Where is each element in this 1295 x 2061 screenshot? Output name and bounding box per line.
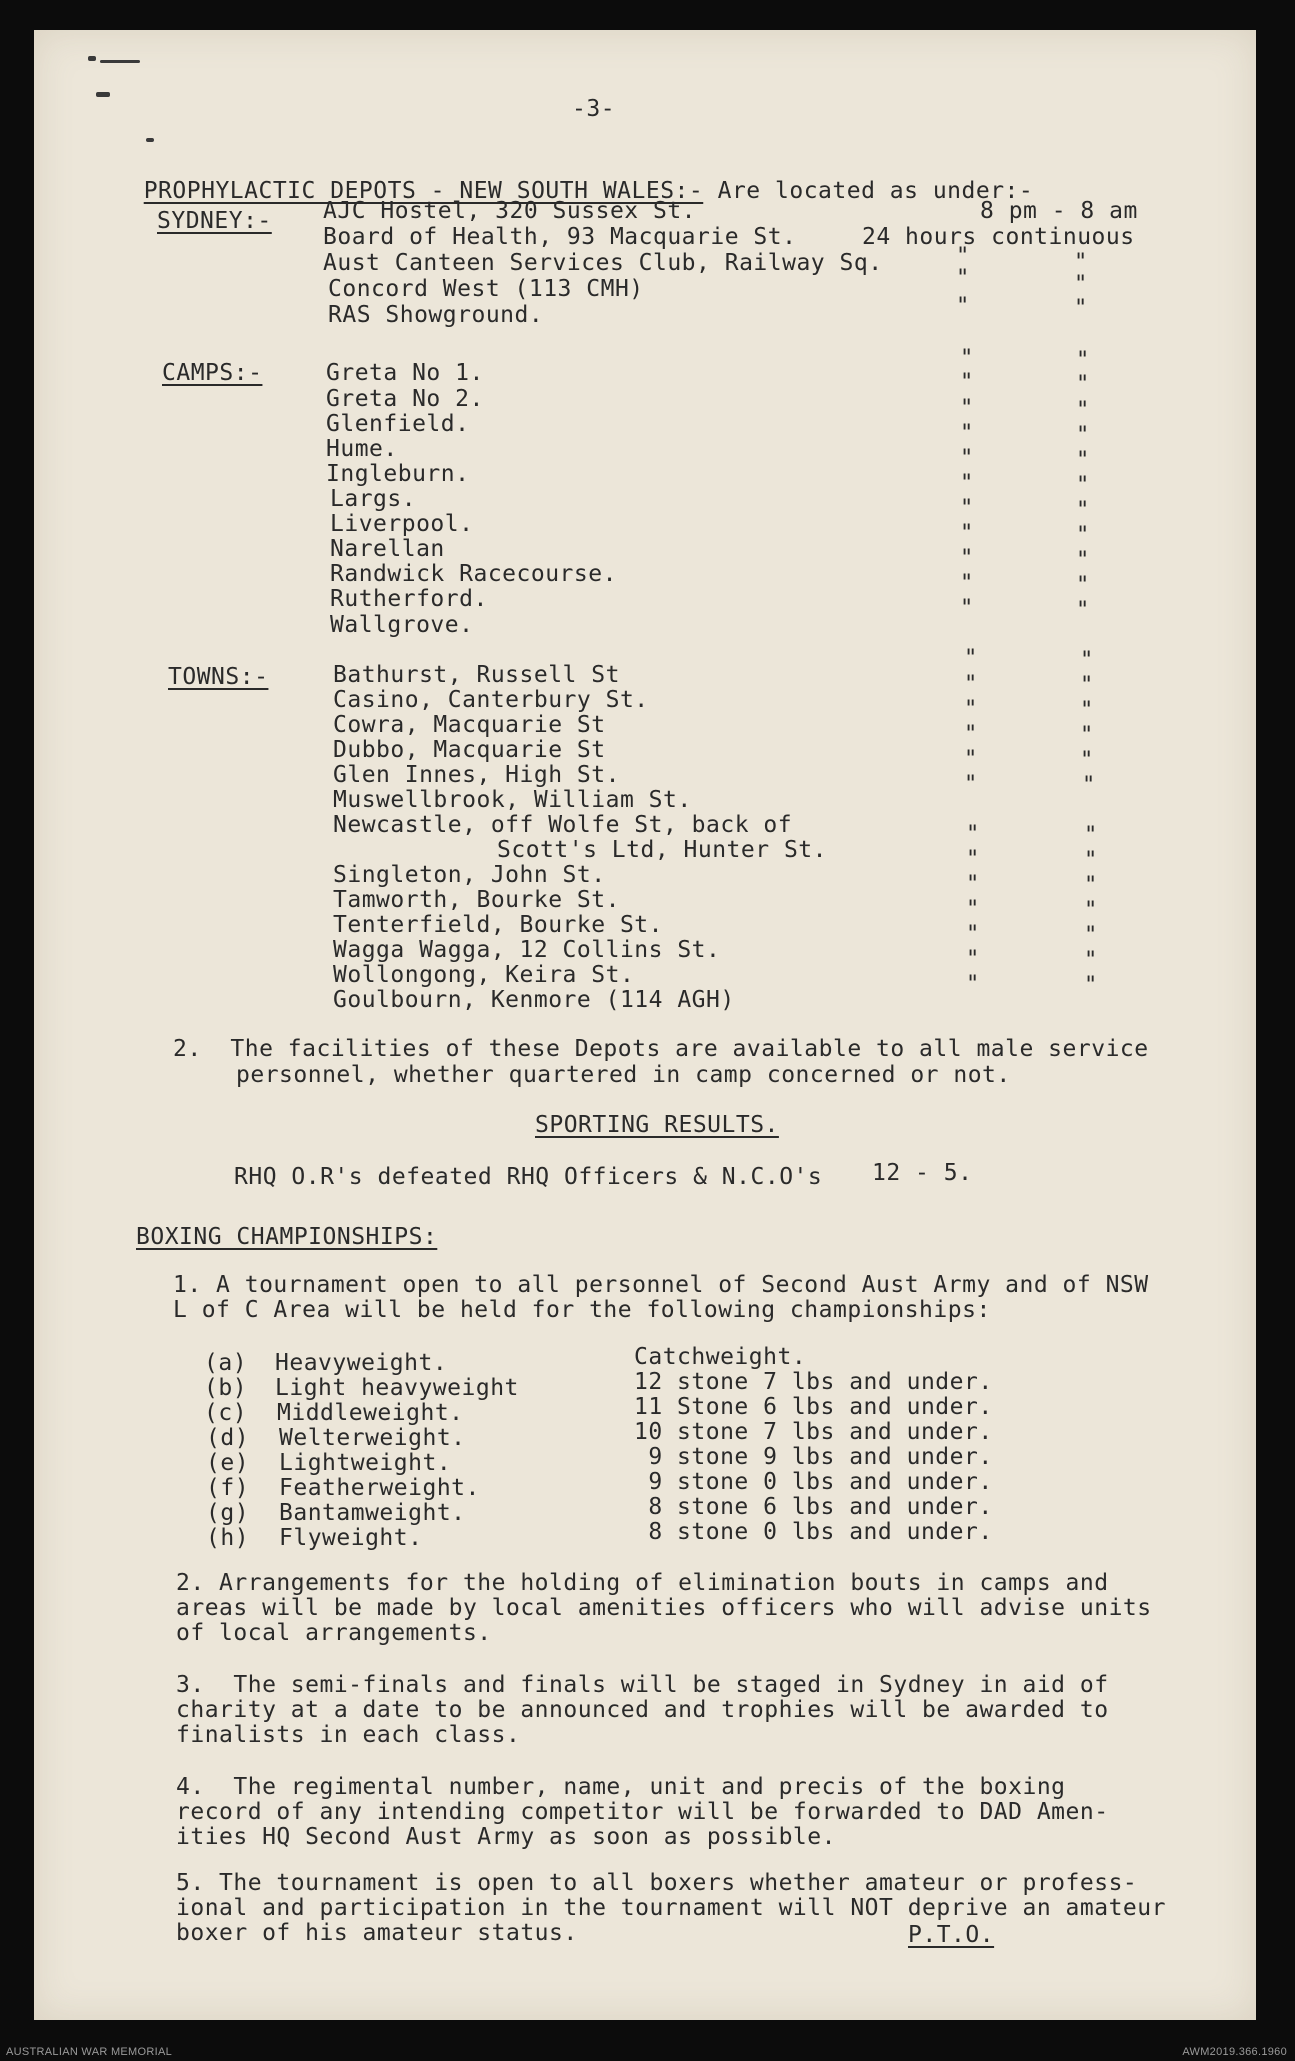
page-number: -3- xyxy=(572,96,616,122)
boxing-para-line: 3. The semi-finals and finals will be staged in Sydney in aid of xyxy=(176,1672,1109,1698)
weight-class-limit: 8 stone 6 lbs and under. xyxy=(634,1494,993,1520)
ditto-mark: " xyxy=(964,772,978,797)
sydney-row: AJC Hostel, 320 Sussex St. xyxy=(323,198,697,224)
weight-class-name: Featherweight. xyxy=(279,1475,480,1501)
pto-label: P.T.O. xyxy=(908,1922,995,1948)
town-item: Newcastle, off Wolfe St, back of xyxy=(333,812,793,838)
ditto-mark: " xyxy=(1074,250,1088,275)
ditto-mark: " xyxy=(960,421,974,446)
weight-class-limit: Catchweight. xyxy=(634,1344,807,1370)
weight-class-letter: (a) xyxy=(204,1350,248,1376)
facilities-para-line: 2. The facilities of these Depots are available to all male service xyxy=(173,1036,1149,1062)
weight-class-letter: (g) xyxy=(206,1500,250,1526)
ditto-mark: " xyxy=(956,266,970,291)
weight-class-name: Lightweight. xyxy=(279,1450,452,1476)
town-item: Glen Innes, High St. xyxy=(333,762,620,788)
camp-item: Greta No 1. xyxy=(326,360,484,386)
ditto-mark: " xyxy=(1076,372,1090,397)
ditto-mark: " xyxy=(956,294,970,319)
ditto-mark: " xyxy=(964,747,978,772)
camp-item: Hume. xyxy=(326,436,398,462)
sporting-results-title: SPORTING RESULTS. xyxy=(535,1112,779,1138)
sporting-result: RHQ O.R's defeated RHQ Officers & N.C.O's xyxy=(234,1164,823,1190)
ditto-mark: " xyxy=(960,496,974,521)
ditto-mark: " xyxy=(966,847,980,872)
ditto-mark: " xyxy=(960,471,974,496)
ditto-mark: " xyxy=(1076,573,1090,598)
camps-label: CAMPS:- xyxy=(162,360,263,386)
weight-class-letter: (c) xyxy=(204,1400,248,1426)
weight-class-letter: (h) xyxy=(206,1525,250,1551)
ditto-mark: " xyxy=(960,571,974,596)
ditto-mark: " xyxy=(960,596,974,621)
town-item: Cowra, Macquarie St xyxy=(333,712,606,738)
ditto-mark: " xyxy=(956,244,970,269)
weight-class-name: Middleweight. xyxy=(277,1400,464,1426)
ditto-mark: " xyxy=(964,672,978,697)
camp-item: Ingleburn. xyxy=(326,461,470,487)
boxing-para-line: charity at a date to be announced and trophies will be awarded to xyxy=(176,1697,1109,1723)
weight-class-limit: 9 stone 9 lbs and under. xyxy=(634,1444,993,1470)
ditto-mark: " xyxy=(964,697,978,722)
ditto-mark: " xyxy=(1076,423,1090,448)
towns-label: TOWNS:- xyxy=(168,664,269,690)
boxing-para-line: areas will be made by local amenities officers who will advise units xyxy=(176,1595,1152,1621)
boxing-para-line: 5. The tournament is open to all boxers whether amateur or profess- xyxy=(176,1870,1138,1896)
town-item: Tamworth, Bourke St. xyxy=(333,887,620,913)
camp-item: Greta No 2. xyxy=(326,386,484,412)
heading xyxy=(115,152,1033,204)
sydney-row: RAS Showground. xyxy=(328,302,544,328)
weight-class-name: Welterweight. xyxy=(279,1425,466,1451)
ditto-mark: " xyxy=(966,947,980,972)
ink-mark xyxy=(100,60,140,63)
ditto-mark: " xyxy=(1076,598,1090,623)
ditto-mark: " xyxy=(966,822,980,847)
boxing-para-line: record of any intending competitor will be forwarded to DAD Amen- xyxy=(176,1799,1109,1825)
ditto-mark: " xyxy=(966,922,980,947)
ditto-mark: " xyxy=(964,646,978,671)
ditto-mark: " xyxy=(960,370,974,395)
ditto-mark: " xyxy=(966,897,980,922)
ditto-mark: " xyxy=(966,972,980,997)
sydney-hours: 24 hours continuous xyxy=(862,224,1135,250)
ditto-mark: " xyxy=(1080,673,1094,698)
town-item: Tenterfield, Bourke St. xyxy=(333,912,663,938)
sydney-hours: 8 pm - 8 am xyxy=(980,198,1138,224)
ditto-mark: " xyxy=(1076,548,1090,573)
town-item: Singleton, John St. xyxy=(333,862,606,888)
ditto-mark: " xyxy=(1076,398,1090,423)
ditto-mark: " xyxy=(1084,973,1098,998)
camp-item: Liverpool. xyxy=(330,511,474,537)
ditto-mark: " xyxy=(1074,272,1088,297)
footer-left: AUSTRALIAN WAR MEMORIAL xyxy=(6,2046,173,2058)
heading-title: PROPHYLACTIC DEPOTS - NEW SOUTH WALES:- xyxy=(143,178,704,204)
boxing-para-line: 2. Arrangements for the holding of elimination bouts in camps and xyxy=(176,1570,1109,1596)
boxing-para-line: 4. The regimental number, name, unit and precis of the boxing xyxy=(176,1774,1066,1800)
heading-suffix: Are located as under:- xyxy=(717,178,1034,204)
town-item: Casino, Canterbury St. xyxy=(333,687,649,713)
ditto-mark: " xyxy=(960,346,974,371)
boxing-intro-line: L of C Area will be held for the following championships: xyxy=(173,1297,991,1323)
ditto-mark: " xyxy=(1076,348,1090,373)
ditto-mark: " xyxy=(1084,898,1098,923)
weight-class-name: Heavyweight. xyxy=(275,1350,448,1376)
town-item: Goulbourn, Kenmore (114 AGH) xyxy=(333,987,735,1013)
weight-class-limit: 10 stone 7 lbs and under. xyxy=(634,1419,993,1445)
town-item: Scott's Ltd, Hunter St. xyxy=(497,837,827,863)
ditto-mark: " xyxy=(1084,823,1098,848)
ditto-mark: " xyxy=(1082,773,1096,798)
weight-class-letter: (e) xyxy=(206,1450,250,1476)
town-item: Bathurst, Russell St xyxy=(333,662,620,688)
boxing-para-line: ional and participation in the tournament will NOT deprive an amateur xyxy=(176,1895,1166,1921)
ditto-mark: " xyxy=(964,722,978,747)
camp-item: Rutherford. xyxy=(330,586,488,612)
ditto-mark: " xyxy=(1080,698,1094,723)
town-item: Muswellbrook, William St. xyxy=(333,787,692,813)
ink-mark xyxy=(96,92,110,97)
boxing-para-line: of local arrangements. xyxy=(176,1620,492,1646)
ditto-mark: " xyxy=(1084,948,1098,973)
ditto-mark: " xyxy=(960,546,974,571)
weight-class-limit: 11 Stone 6 lbs and under. xyxy=(634,1394,993,1420)
weight-class-name: Flyweight. xyxy=(279,1525,423,1551)
ditto-mark: " xyxy=(1080,648,1094,673)
ditto-mark: " xyxy=(1076,448,1090,473)
weight-class-limit: 8 stone 0 lbs and under. xyxy=(634,1519,993,1545)
sydney-row: Concord West (113 CMH) xyxy=(328,276,644,302)
ditto-mark: " xyxy=(1084,848,1098,873)
ditto-mark: " xyxy=(1084,923,1098,948)
ditto-mark: " xyxy=(960,521,974,546)
town-item: Wagga Wagga, 12 Collins St. xyxy=(333,937,721,963)
ink-mark xyxy=(146,138,154,142)
boxing-para-line: boxer of his amateur status. xyxy=(176,1920,578,1946)
weight-class-limit: 12 stone 7 lbs and under. xyxy=(634,1369,993,1395)
weight-class-letter: (b) xyxy=(204,1375,248,1401)
ditto-mark: " xyxy=(960,446,974,471)
boxing-title: BOXING CHAMPIONSHIPS: xyxy=(136,1224,438,1250)
ditto-mark: " xyxy=(1074,296,1088,321)
camp-item: Wallgrove. xyxy=(330,612,474,638)
sydney-row: Board of Health, 93 Macquarie St. xyxy=(323,224,797,250)
ditto-mark: " xyxy=(1080,723,1094,748)
town-item: Wollongong, Keira St. xyxy=(333,962,635,988)
weight-class-letter: (d) xyxy=(206,1425,250,1451)
sydney-row: Aust Canteen Services Club, Railway Sq. xyxy=(323,250,883,276)
sporting-score: 12 - 5. xyxy=(872,1160,973,1186)
ditto-mark: " xyxy=(1080,748,1094,773)
boxing-para-line: ities HQ Second Aust Army as soon as possible. xyxy=(176,1824,836,1850)
boxing-para-line: finalists in each class. xyxy=(176,1722,521,1748)
weight-class-limit: 9 stone 0 lbs and under. xyxy=(634,1469,993,1495)
weight-class-letter: (f) xyxy=(206,1475,250,1501)
camp-item: Narellan xyxy=(330,536,445,562)
ditto-mark: " xyxy=(1076,498,1090,523)
ditto-mark: " xyxy=(1076,473,1090,498)
sydney-label: SYDNEY:- xyxy=(157,208,272,234)
boxing-intro-line: 1. A tournament open to all personnel of Second Aust Army and of NSW xyxy=(173,1272,1149,1298)
ditto-mark: " xyxy=(966,872,980,897)
ditto-mark: " xyxy=(1084,873,1098,898)
weight-class-name: Bantamweight. xyxy=(279,1500,466,1526)
ink-mark xyxy=(88,56,96,61)
camp-item: Randwick Racecourse. xyxy=(330,561,617,587)
camp-item: Glenfield. xyxy=(326,411,470,437)
ditto-mark: " xyxy=(960,396,974,421)
camp-item: Largs. xyxy=(330,486,417,512)
ditto-mark: " xyxy=(1076,523,1090,548)
facilities-para-line: personnel, whether quartered in camp concerned or not. xyxy=(236,1062,1011,1088)
town-item: Dubbo, Macquarie St xyxy=(333,737,606,763)
footer-right: AWM2019.366.1960 xyxy=(1182,2046,1287,2058)
weight-class-name: Light heavyweight xyxy=(275,1375,519,1401)
